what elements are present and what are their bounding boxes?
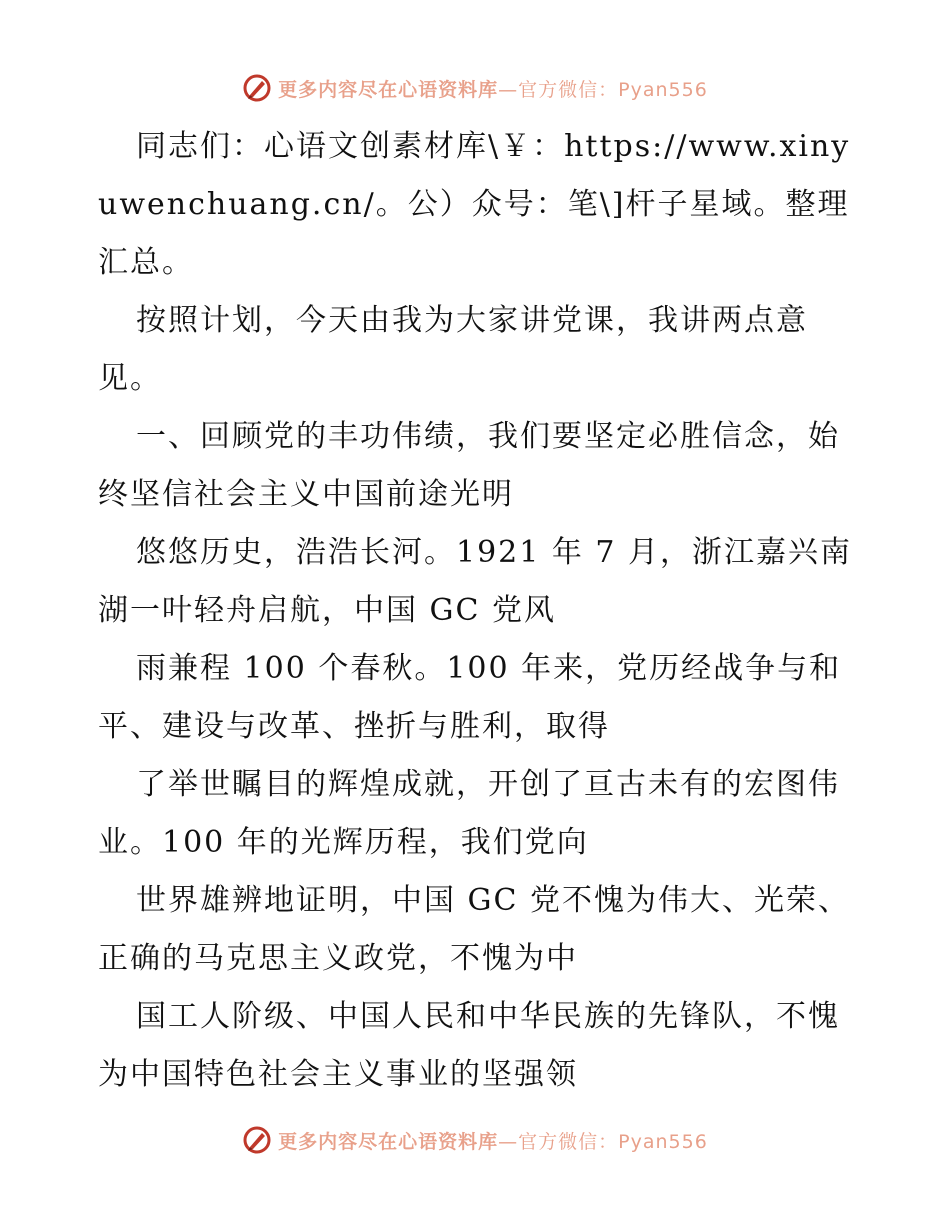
banner-text: 更多内容尽在心语资料库—官方微信：Pyan556 (278, 1130, 708, 1153)
paragraph: 国工人阶级、中国人民和中华民族的先锋队，不愧为中国特色社会主义事业的坚强领 (98, 999, 840, 1092)
paragraph: 一、回顾党的丰功伟绩，我们要坚定必胜信念，始终坚信社会主义中国前途光明 (98, 419, 840, 512)
paragraph: 雨兼程 100 个春秋。100 年来，党历经战争与和平、建设与改革、挫折与胜利，取得 (98, 651, 842, 744)
paragraph: 按照计划，今天由我为大家讲党课，我讲两点意见。 (98, 303, 808, 396)
footer-banner (0, 1120, 950, 1160)
document-body (98, 118, 858, 1104)
pen-logo-icon (242, 73, 272, 103)
pen-logo-icon (242, 1125, 272, 1155)
paragraph: 世界雄辨地证明，中国 GC 党不愧为伟大、光荣、正确的马克思主义政党，不愧为中 (98, 883, 850, 976)
header-banner (0, 68, 950, 108)
paragraph: 悠悠历史，浩浩长河。1921 年 7 月，浙江嘉兴南湖一叶轻舟启航，中国 GC 党风 (98, 535, 853, 628)
paragraph: 了举世瞩目的辉煌成就，开创了亘古未有的宏图伟业。100 年的光辉历程，我们党向 (98, 767, 840, 860)
paragraph: 同志们：心语文创素材库\￥：https://www.xinyuwenchuang.cn/。公）众号：笔\]杆子星域。整理汇总。 (98, 129, 851, 280)
banner-text: 更多内容尽在心语资料库—官方微信：Pyan556 (278, 78, 708, 101)
